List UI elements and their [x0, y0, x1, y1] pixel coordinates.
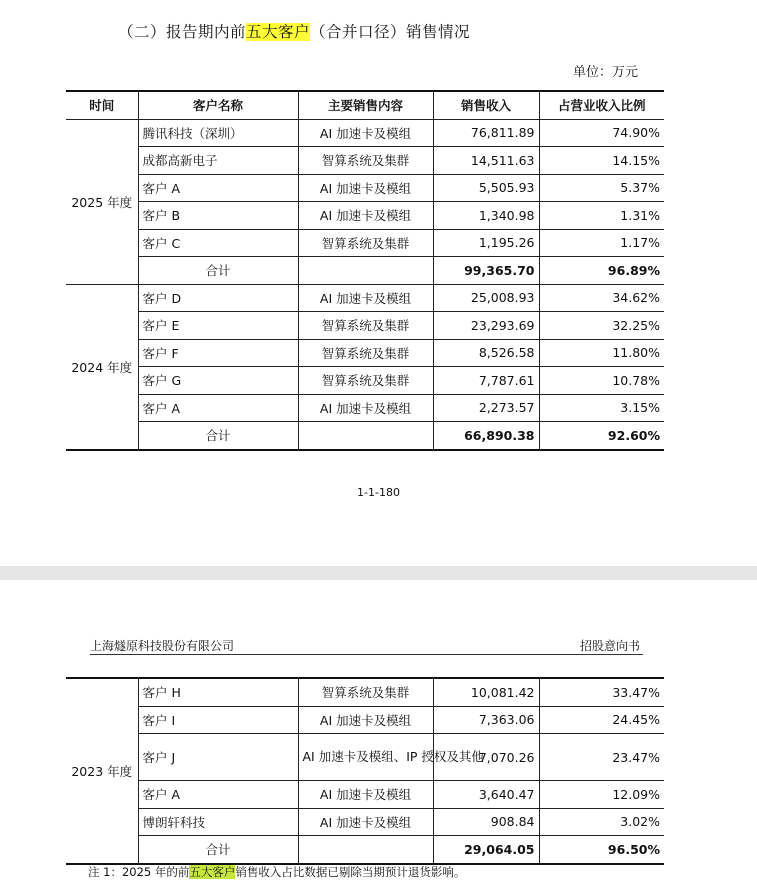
year-2025-cell: 2025 年度: [66, 119, 138, 284]
customer-name: 成都高新电子: [138, 147, 298, 175]
sales-content: AI 加速卡及模组: [298, 706, 433, 734]
customer-name: 客户 A: [138, 781, 298, 809]
sales-content: 智算系统及集群: [298, 147, 433, 175]
sales-content: 智算系统及集群: [298, 312, 433, 340]
table-row: [66, 174, 664, 202]
header-time: 时间: [66, 91, 138, 119]
ratio: 1.17%: [539, 229, 664, 257]
total-row: [66, 257, 664, 285]
customer-name: 客户 B: [138, 202, 298, 230]
sales-content: 智算系统及集群: [298, 367, 433, 395]
total-row: [66, 422, 664, 450]
ratio: 24.45%: [539, 706, 664, 734]
sales-content: AI 加速卡及模组: [298, 174, 433, 202]
company-name: 上海燧原科技股份有限公司: [90, 639, 235, 653]
section-title-highlight: 五大客户: [246, 23, 311, 41]
sales-content: 智算系统及集群: [298, 678, 433, 706]
revenue: 2,273.57: [433, 394, 539, 422]
empty-cell: [298, 257, 433, 285]
table-row: [66, 706, 664, 734]
table-row: [66, 781, 664, 809]
table-row: [66, 394, 664, 422]
document-type: 招股意向书: [580, 639, 641, 653]
ratio: 32.25%: [539, 312, 664, 340]
table-row: [66, 284, 664, 312]
sales-content: AI 加速卡及模组: [298, 119, 433, 147]
header-revenue: 销售收入: [433, 91, 539, 119]
total-row: [66, 836, 664, 864]
ratio: 12.09%: [539, 781, 664, 809]
revenue: 3,640.47: [433, 781, 539, 809]
customer-name: 博朗轩科技: [138, 808, 298, 836]
ratio: 11.80%: [539, 339, 664, 367]
revenue: 23,293.69: [433, 312, 539, 340]
table-row: [66, 312, 664, 340]
customer-name: 客户 G: [138, 367, 298, 395]
revenue: 908.84: [433, 808, 539, 836]
header-divider: [90, 654, 643, 655]
section-title-suffix: （合并口径）销售情况: [310, 23, 471, 41]
footnote-suffix: 销售收入占比数据已剔除当期预计退货影响。: [235, 865, 466, 879]
sales-content: AI 加速卡及模组: [298, 808, 433, 836]
ratio: 10.78%: [539, 367, 664, 395]
year-2024-cell: 2024 年度: [66, 284, 138, 450]
table-row: [66, 229, 664, 257]
ratio: 23.47%: [539, 734, 664, 781]
revenue: 7,070.26: [433, 734, 539, 781]
table-row: [66, 202, 664, 230]
empty-cell: [298, 836, 433, 864]
total-revenue: 99,365.70: [433, 257, 539, 285]
customer-name: 腾讯科技（深圳）: [138, 119, 298, 147]
ratio: 34.62%: [539, 284, 664, 312]
footnote-prefix: 注 1：2025 年的前: [88, 865, 190, 879]
sales-content: AI 加速卡及模组: [298, 202, 433, 230]
footnote-highlight: 五大客户: [189, 865, 236, 879]
header-content: 主要销售内容: [298, 91, 433, 119]
revenue: 7,363.06: [433, 706, 539, 734]
revenue: 5,505.93: [433, 174, 539, 202]
ratio: 1.31%: [539, 202, 664, 230]
header-ratio: 占营业收入比例: [539, 91, 664, 119]
sales-content: AI 加速卡及模组: [298, 394, 433, 422]
empty-cell: [298, 422, 433, 450]
table-row: [66, 678, 664, 706]
section-title-prefix: （二）报告期内前: [118, 23, 247, 41]
total-ratio: 92.60%: [539, 422, 664, 450]
sales-content: 智算系统及集群: [298, 229, 433, 257]
customer-name: 客户 D: [138, 284, 298, 312]
ratio: 3.15%: [539, 394, 664, 422]
ratio: 14.15%: [539, 147, 664, 175]
revenue: 10,081.42: [433, 678, 539, 706]
ratio: 3.02%: [539, 808, 664, 836]
sales-content: AI 加速卡及模组、IP 授权及其他: [298, 734, 433, 781]
page-number: 1-1-180: [357, 486, 400, 499]
total-label: 合计: [138, 257, 298, 285]
page-gap: [0, 566, 757, 580]
section-title: [118, 20, 470, 42]
customer-name: 客户 C: [138, 229, 298, 257]
revenue: 14,511.63: [433, 147, 539, 175]
customer-name: 客户 A: [138, 394, 298, 422]
ratio: 33.47%: [539, 678, 664, 706]
year-2023-cell: 2023 年度: [66, 678, 138, 864]
sales-content: 智算系统及集群: [298, 339, 433, 367]
sales-content: AI 加速卡及模组: [298, 781, 433, 809]
total-revenue: 29,064.05: [433, 836, 539, 864]
customer-name: 客户 I: [138, 706, 298, 734]
customer-sales-table: [66, 90, 664, 451]
revenue: 1,340.98: [433, 202, 539, 230]
table-header-row: [66, 91, 664, 119]
customer-name: 客户 E: [138, 312, 298, 340]
table-row: [66, 367, 664, 395]
table-row: [66, 808, 664, 836]
total-revenue: 66,890.38: [433, 422, 539, 450]
unit-label: 单位：万元: [573, 65, 639, 80]
header-customer: 客户名称: [138, 91, 298, 119]
table-row: [66, 734, 664, 781]
ratio: 74.90%: [539, 119, 664, 147]
customer-sales-table-continued: [66, 677, 664, 865]
customer-name: 客户 A: [138, 174, 298, 202]
total-ratio: 96.50%: [539, 836, 664, 864]
revenue: 76,811.89: [433, 119, 539, 147]
revenue: 8,526.58: [433, 339, 539, 367]
revenue: 1,195.26: [433, 229, 539, 257]
table-row: [66, 119, 664, 147]
footnote: [88, 864, 465, 880]
customer-name: 客户 H: [138, 678, 298, 706]
table-row: [66, 339, 664, 367]
table-row: [66, 147, 664, 175]
sales-content: AI 加速卡及模组: [298, 284, 433, 312]
revenue: 7,787.61: [433, 367, 539, 395]
ratio: 5.37%: [539, 174, 664, 202]
total-label: 合计: [138, 836, 298, 864]
total-label: 合计: [138, 422, 298, 450]
revenue: 25,008.93: [433, 284, 539, 312]
customer-name: 客户 F: [138, 339, 298, 367]
customer-name: 客户 J: [138, 734, 298, 781]
total-ratio: 96.89%: [539, 257, 664, 285]
